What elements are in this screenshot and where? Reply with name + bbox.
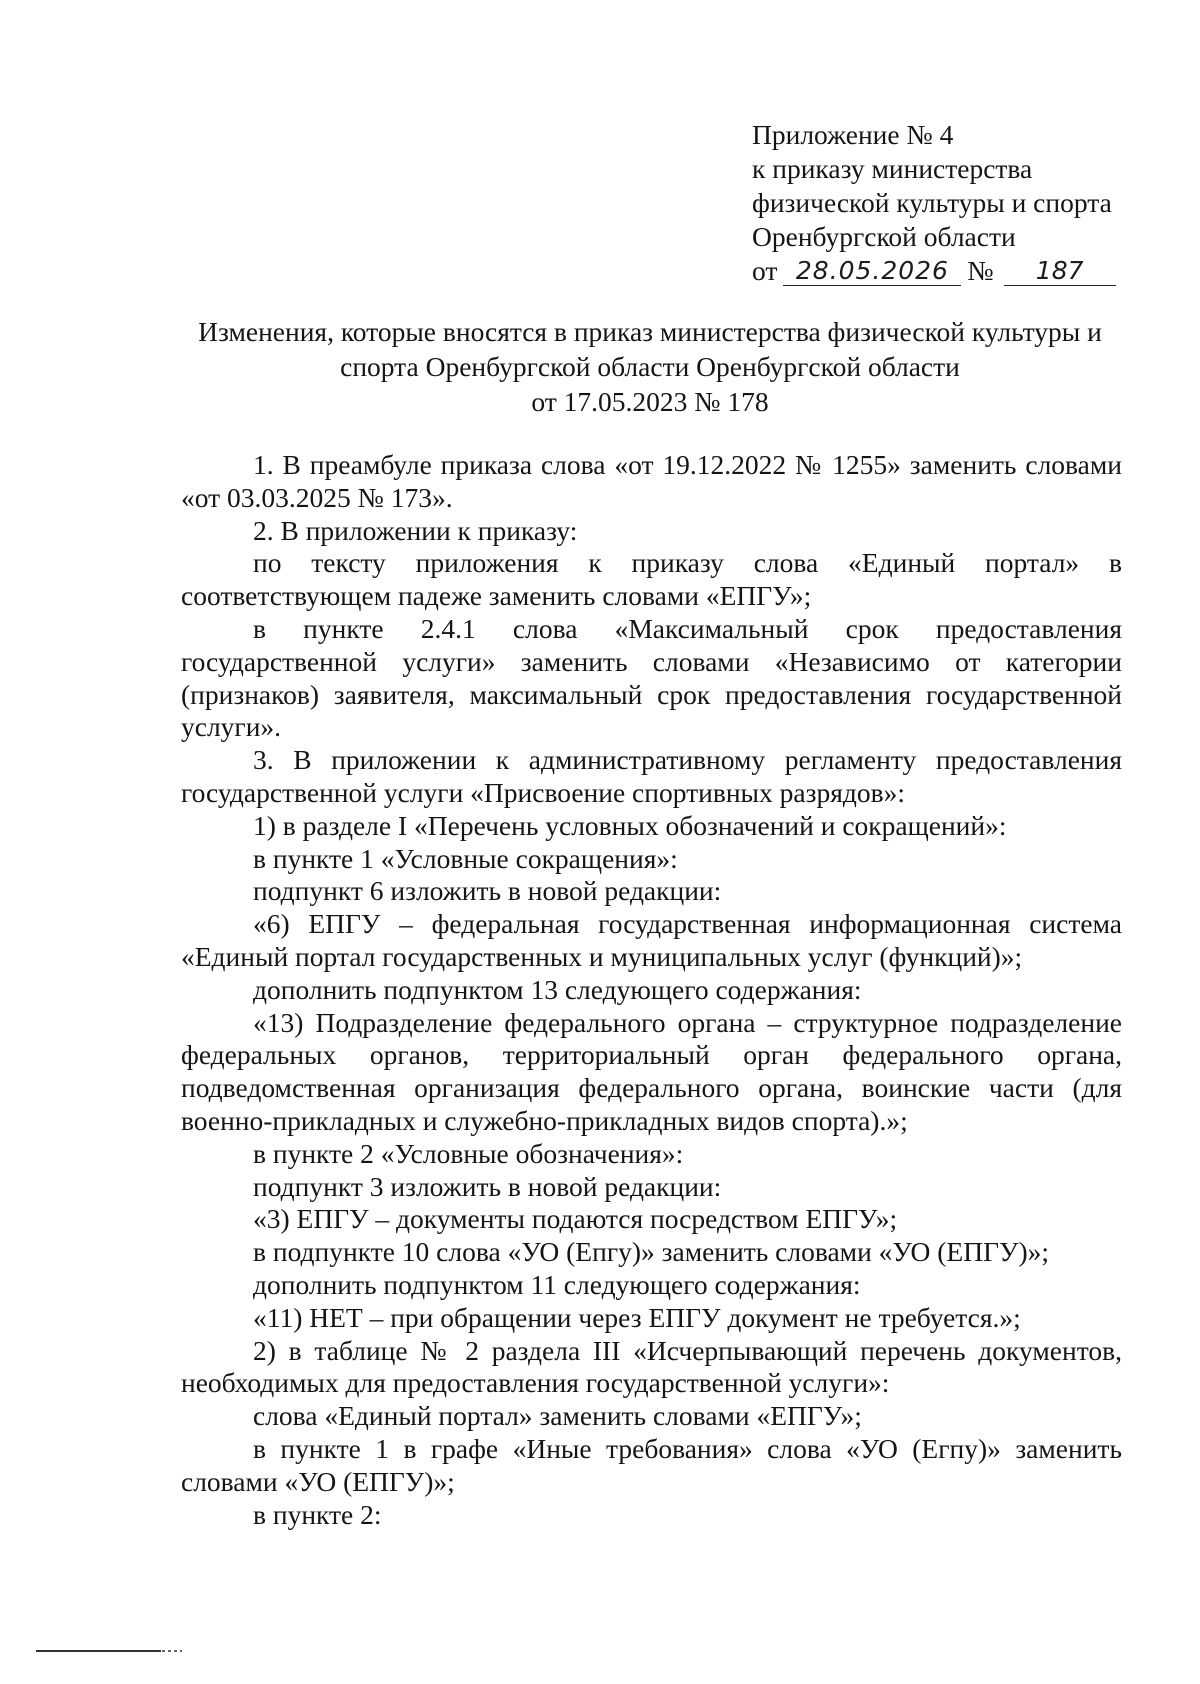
paragraph: в пункте 1 в графе «Иные требования» слова «УО (Егпу)» заменить словами «УО (ЕПГУ)»; (181, 1432, 1122, 1497)
paragraph: по тексту приложения к приказу слова «Единый портал» в соответствующем падеже заменить словами «ЕПГУ»; (181, 547, 1122, 612)
appendix-ministry: физической культуры и спорта (752, 187, 1112, 218)
appendix-date-line (752, 254, 1172, 288)
appendix-title: Приложение № 4 (752, 119, 954, 150)
paragraph: дополнить подпунктом 11 следующего содержания: (253, 1268, 861, 1300)
title-line-2: спорта Оренбургской области Оренбургской области (340, 351, 960, 382)
appendix-header (752, 118, 1172, 288)
paragraph: «11) НЕТ – при обращении через ЕПГУ документ не требуется.»; (253, 1301, 1021, 1333)
paragraph: в пункте 2: (253, 1498, 382, 1530)
title-line-1: Изменения, которые вносятся в приказ министерства физической культуры и (198, 316, 1102, 347)
paragraph: 1. В преамбуле приказа слова «от 19.12.2022 № 1255» заменить словами «от 03.03.2025 № 173». (181, 449, 1122, 513)
number-label: № (967, 255, 994, 286)
paragraph: 2. В приложении к приказу: (253, 514, 578, 546)
document-body (181, 449, 1122, 1531)
paragraph: 3. В приложении к административному регламенту предоставления государственной услуги «Присвоение спортивных разрядов»: (181, 744, 1122, 808)
paragraph: подпункт 3 изложить в новой редакции: (253, 1170, 722, 1202)
paragraph: в пункте 2 «Условные обозначения»: (253, 1137, 684, 1169)
paragraph: 2) в таблице № 2 раздела III «Исчерпывающий перечень документов, необходимых для предоставления государственной услуги»: (181, 1334, 1122, 1399)
paragraph: в подпункте 10 слова «УО (Епгу)» заменить словами «УО (ЕПГУ)»; (253, 1236, 1049, 1268)
paragraph: дополнить подпунктом 13 следующего содержания: (253, 973, 862, 1005)
handwritten-date: 28.05.2026 (783, 257, 961, 286)
paragraph: слова «Единый портал» заменить словами «ЕПГУ»; (253, 1400, 862, 1432)
paragraph: подпункт 6 изложить в новой редакции: (253, 875, 722, 907)
from-label: от (752, 255, 778, 286)
document-title (150, 314, 1150, 419)
paragraph: «3) ЕПГУ – документы подаются посредством ЕПГУ»; (253, 1203, 898, 1235)
appendix-region: Оренбургской области (752, 221, 1016, 252)
paragraph: «13) Подразделение федерального органа – структурное подразделение федеральных органов, территориальный орган федерального органа, подведомственная организация федерального органа, воинские части (для военно-прикладных и служебно-прикладных видов спорта).»; (181, 1006, 1122, 1136)
paragraph: 1) в разделе I «Перечень условных обозначений и сокращений»: (253, 809, 1007, 841)
scan-artifact-dots (162, 1650, 182, 1652)
title-line-3: от 17.05.2023 № 178 (531, 386, 769, 417)
appendix-order-ref: к приказу министерства (752, 153, 1033, 184)
handwritten-number: 187 (1004, 257, 1116, 286)
paragraph: в пункте 1 «Условные сокращения»: (253, 842, 678, 874)
paragraph: в пункте 2.4.1 слова «Максимальный срок предоставления государственной услуги» заменить словами «Независимо от категории (признаков) заявителя, максимальный срок предоставления государственной услуги». (181, 612, 1122, 743)
paragraph: «6) ЕПГУ – федеральная государственная информационная система «Единый портал государственных и муниципальных услуг (функций)»; (181, 908, 1122, 972)
scan-artifact-line (36, 1650, 161, 1652)
